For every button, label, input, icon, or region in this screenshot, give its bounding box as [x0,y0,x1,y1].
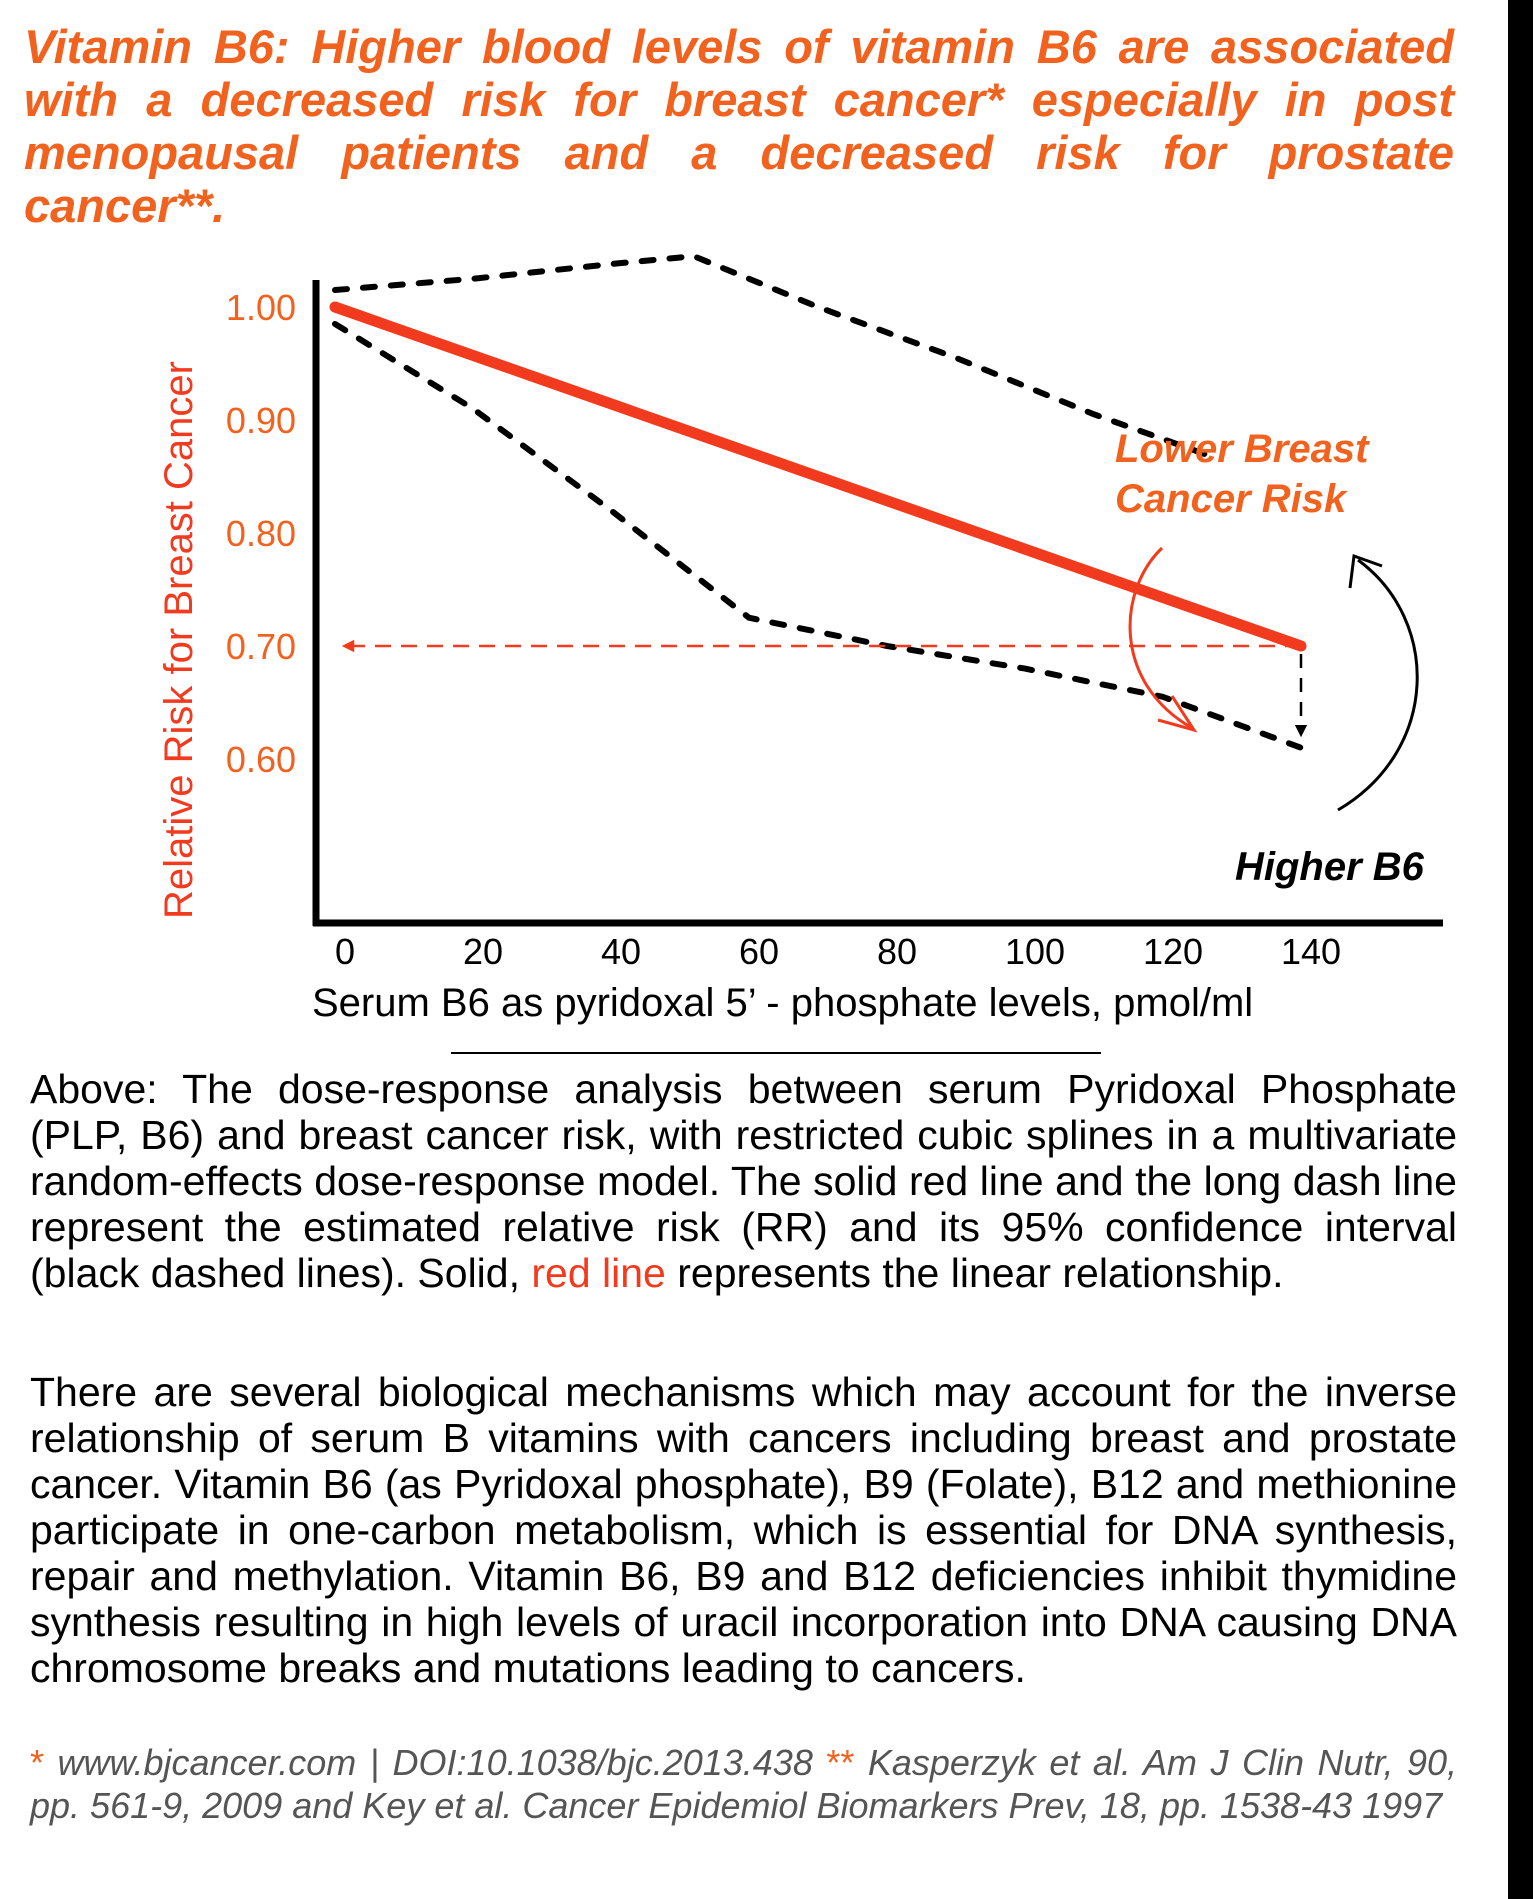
footnote [30,1741,1457,1827]
red-curved-arrow [1130,548,1192,728]
x-tick-label: 140 [1280,931,1342,972]
x-tick-label: 80 [876,931,918,972]
x-tick-label: 40 [600,931,642,972]
y-tick-label: 0.80 [225,513,296,554]
y-tick-label: 0.60 [225,739,296,780]
lower-risk-line-2: Cancer Risk [1115,477,1347,521]
caption-text-before: Above: The dose-response analysis between serum Pyridoxal Phosphate (PLP, B6) and breast cancer risk, with restricted cubic splines in a multivariate random-effects dose-response model. The solid red line and the long dash line represent the estimated relative risk (RR) and its 95% confidence interval (black dashed lines). Solid, [30,1066,1457,1296]
caption-red-line-text: red line [531,1250,666,1296]
headline: Vitamin B6: Higher blood levels of vitamin B6 are associated with a decreased risk for breast cancer* especially in post menopausal patients and a decreased risk for prostate cancer**. [24,20,1454,232]
y-tick-labels [226,287,296,780]
chart [0,250,1500,1050]
y-tick-label: 0.90 [225,400,296,441]
mechanism-paragraph: There are several biological mechanisms which may account for the inverse relationship of serum B vitamins with cancers including breast and prostate cancer. Vitamin B6 (as Pyridoxal phosphate), B9 (Folate), B12 and methionine participate in one-carbon metabolism, which is essential for DNA synthesis, repair and methylation. Vitamin B6, B9 and B12 deficiencies inhibit thymidine synthesis resulting in high levels of uracil incorporation into DNA causing DNA chromosome breaks and mutations leading to cancers. [30,1369,1457,1691]
x-tick-label: 0 [334,931,356,972]
footnote-star-1: * [30,1742,45,1783]
lower-risk-line-1: Lower Breast [1115,427,1369,471]
right-edge-bar [1508,0,1533,1899]
footnote-ref-1: www.bjcancer.com | DOI:10.1038/bjc.2013.438 [44,1742,827,1783]
y-axis-title: Relative Risk for Breast Cancer [157,361,201,919]
x-tick-label: 60 [738,931,780,972]
x-tick-label: 120 [1142,931,1204,972]
black-curved-arrow [1338,560,1417,810]
higher-b6-annotation: Higher B6 [1235,845,1424,889]
lower-risk-annotation [1115,427,1380,521]
x-tick-label: 100 [1004,931,1066,972]
caption-paragraph [30,1066,1457,1296]
footnote-ref-2: Kasperzyk et al. Am J Clin Nutr, 90, pp. 561-9, 2009 and Key et al. Cancer Epidemiol Biomarkers Prev, 18, pp. 1538-43 1997 [30,1742,1457,1826]
y-tick-label: 0.70 [225,626,296,667]
black-curved-arrow-head [1350,556,1382,588]
x-axis-title: Serum B6 as pyridoxal 5’ - phosphate levels, pmol/ml [312,981,1254,1025]
footnote-star-2: ** [826,1742,855,1783]
x-tick-labels [335,931,1341,972]
caption-text-after: represents the linear relationship. [665,1250,1284,1296]
y-tick-label: 1.00 [225,287,296,328]
caption-divider [451,1052,1101,1054]
lower-ci-line [335,324,1301,748]
x-tick-label: 20 [462,931,504,972]
